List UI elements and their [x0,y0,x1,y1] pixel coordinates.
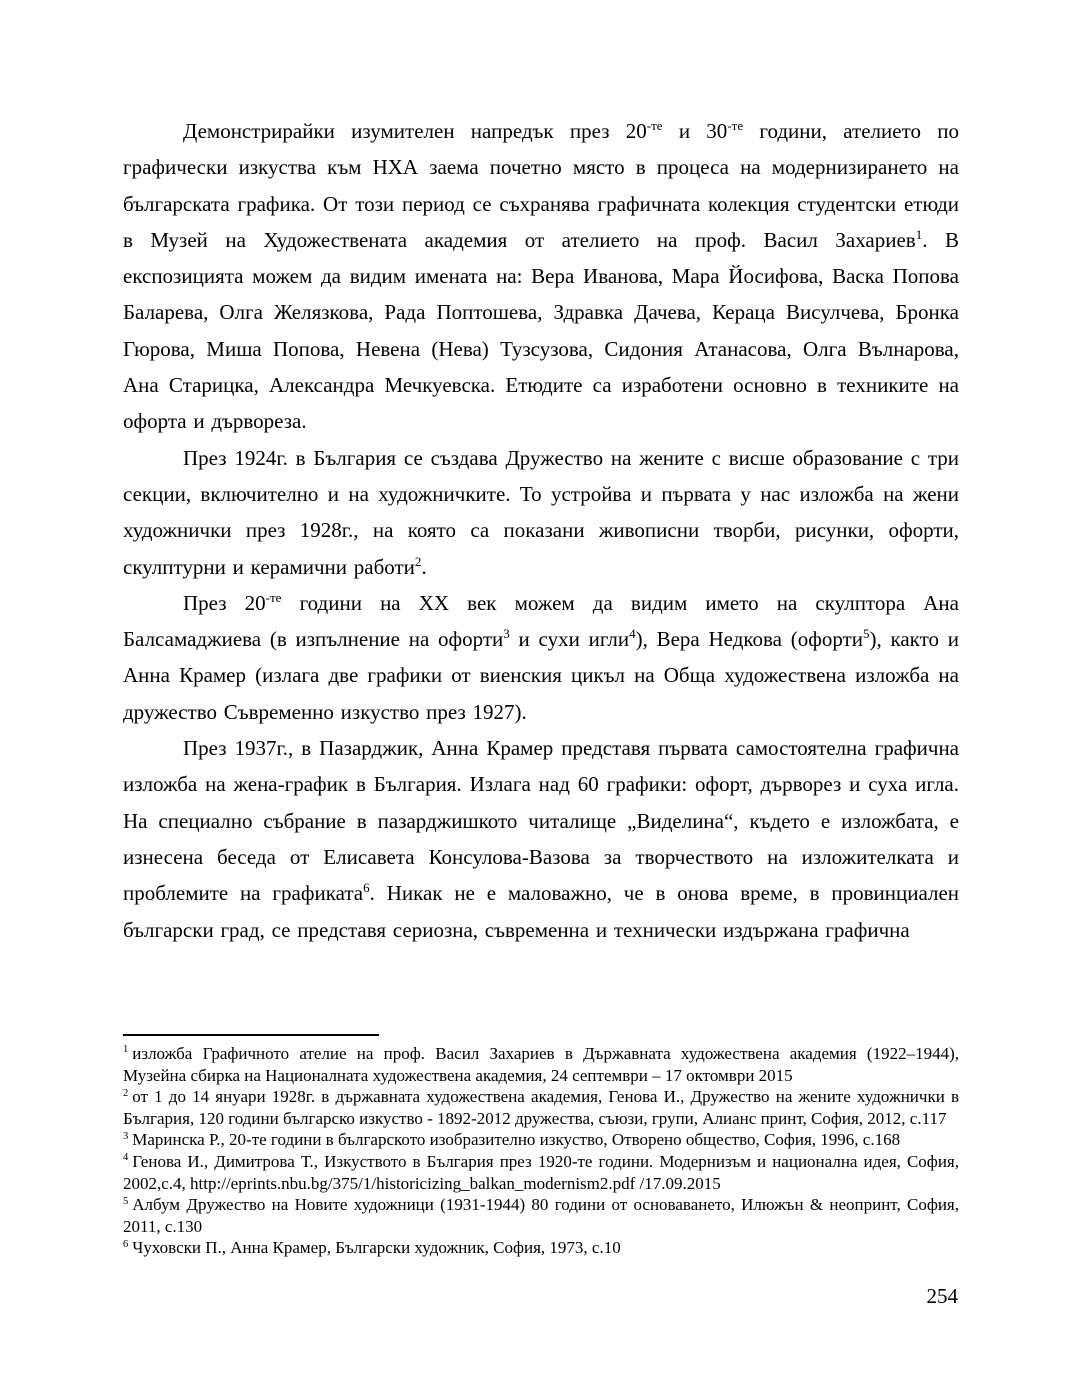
footnote-number: 2 [123,1087,129,1099]
text-segment: Демонстрирайки изумителен напредък през 20 [183,119,647,143]
footnote-1 [123,1043,959,1086]
text-segment: ), Вера Недкова (офорти [635,627,863,652]
superscript-ref: 2 [414,553,422,569]
footnote-5 [123,1194,959,1237]
text-segment: През 20 [183,590,266,615]
footnote-text: Албум Дружество на Новите художници (1931-1944) 80 години от основаването, Илюжън & неопринт, София, 2011, с.130 [123,1195,959,1236]
superscript-ref: -те [265,589,282,605]
text-segment: . [421,554,427,579]
footnote-number: 1 [123,1044,129,1056]
text-segment: . В експозицията можем да видим имената на: Вера Иванова, Мара Йосифова, Васка Попова Баларева, Олга Желязкова, Рада Поптошева, Здравка Дачева, Кераца Висулчева, Бронка Гюрова, Миша Попова, Невена (Нева) Тузсузова, Сидония Атанасова, Олга Вълнарова, Ана Старицка, Александра Мечкуевска. Етюдите са изработени основно в техниките на офорта и дървореза. [123,227,959,434]
paragraph-3 [123,585,959,730]
text-segment: години на ХХ век можем да видим името на скулптора Ана Балсамаджиева (в изпълнение на офорти [123,590,959,652]
footnote-text: от 1 до 14 януари 1928г. в държавната художествена академия, Генова И., Дружество на жените художнички в България, 120 години българско изкуство - 1892-2012 дружества, съюзи, групи, Алианс принт, София, 2012, с.117 [123,1087,959,1128]
footnote-area [123,1034,959,1259]
text-segment: През 1937г., в Пазарджик, Анна Крамер представя първата самостоятелна графична изложба на жена-график в България. Излага над 60 графики: офорт, дърворез и суха игла. На специално събрание в пазарджишкото читалище „Виделина“, където е изложбата, е изнесена беседа от Елисавета Консулова-Вазова за творчеството на изложителката и проблемите на графиката [123,736,959,906]
footnote-4 [123,1151,959,1194]
footnote-3 [123,1129,959,1151]
footnote-number: 4 [123,1152,129,1164]
footnote-text: Генова И., Димитрова Т., Изкуството в България през 1920-те години. Модернизъм и национална идея, София, 2002,с.4, http://eprints.nbu.bg/375/1/historicizing_balkan_modernism2.pdf /17.09.2015 [123,1151,959,1193]
superscript-ref: 3 [503,626,510,642]
superscript-ref: -те [727,118,744,133]
paragraph-2 [123,440,959,585]
text-segment: години, ателието по графически изкуства към НХА заема почетно място в процеса на модернизирането на българската графика. От този период се съхранява графичната колекция студентски етюди в Музей на Художествената академия от ателието на проф. Васил Захариев [123,119,959,252]
page-number: 254 [926,1284,958,1308]
footnote-number: 3 [123,1130,129,1142]
paragraph-4 [123,730,959,948]
text-segment: През 1924г. в България се създава Дружество на жените с висше образование с три секции, включително и на художничките. То устройва и първата у нас изложба на жени художнички през 1928г., на която са показани живописни творби, рисунки, офорти, скулптурни и керамични работи [123,445,959,579]
superscript-ref: -те [646,118,663,133]
footnote-number: 5 [123,1195,129,1207]
superscript-ref: 1 [915,226,923,242]
text-segment: и сухи игли [509,627,630,652]
footnote-number: 6 [123,1238,129,1250]
footnote-text: Чуховски П., Анна Крамер, Български художник, София, 1973, с.10 [132,1238,621,1258]
footnote-text: изложба Графичното ателие на проф. Васил Захариев в Държавната художествена академия (1922–1944), Музейна сбирка на Националната художествена академия, 24 септември – 17 октомври 2015 [123,1044,959,1085]
superscript-ref: 4 [629,626,636,642]
superscript-ref: 5 [862,626,870,642]
footnote-2 [123,1086,959,1129]
footnote-separator [123,1034,379,1036]
footnote-6 [123,1237,959,1259]
paragraph-1 [123,113,959,440]
document-body [123,113,959,948]
text-segment: ), както и Анна Крамер (излага две графики от виенския цикъл на Обща художествена изложба на дружество Съвременно изкуство през 1927). [123,627,959,724]
text-segment: и 30 [662,119,728,143]
superscript-ref: 6 [363,880,370,896]
footnote-text: Маринска Р., 20-те години в българското изобразително изкуство, Отворено общество, София, 1996, с.168 [132,1130,901,1150]
text-segment: . Никак не е маловажно, че в онова време, в провинциален български град, се представя сериозна, съвременна и технически издържана графична [123,881,960,942]
